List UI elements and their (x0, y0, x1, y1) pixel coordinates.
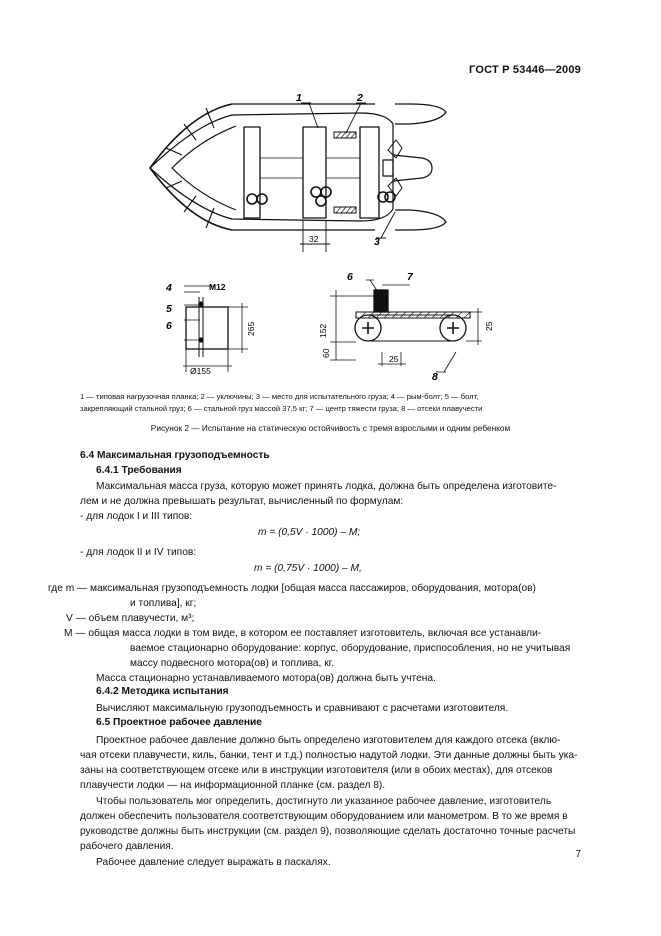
paragraph-6-4-2: Вычисляют максимальную грузоподъемность и сравнивают с расчетами изготовителя. (96, 703, 509, 714)
definition-M-line-1: M — общая масса лодки в том виде, в котором ее поставляет изготовитель, включая все устанавли- (64, 628, 542, 639)
subsection-heading-6-4-2: 6.4.2 Методика испытания (96, 686, 229, 697)
paragraph-6-5-3: Рабочее давление следует выражать в паскалях. (96, 857, 331, 868)
definition-M-line-2: ваемое стационарно оборудование: корпус, оборудование, приспособления, но не учитывая (130, 643, 571, 654)
definition-M-line-3: массу подвесного мотора(ов) и топлива, кг. (130, 658, 334, 669)
dim-32: 32 (309, 234, 319, 244)
label-4: 4 (166, 282, 172, 294)
figure-2-drawing (0, 0, 661, 420)
page-number: 7 (575, 849, 581, 860)
paragraph-6-5-1-line-4: плавучести лодки — на информационной планке (см. раздел 8). (80, 780, 386, 791)
formula-2: m = (0,75V · 1000) – M, (254, 563, 362, 574)
paragraph-6-4-1-line-2: лем и не должна превышать результат, вычисленный по формулам: (80, 496, 404, 507)
paragraph-6-5-2-line-1: Чтобы пользователь мог определить, достигнуто ли указанное рабочее давление, изготовитель (96, 796, 552, 807)
definition-m-line-1: где m — максимальная грузоподъемность лодки [общая масса пассажиров, оборудования, мотора(ов) (48, 583, 536, 594)
dim-152: 152 (318, 323, 328, 338)
paragraph-6-5-2-line-3: руководстве должны быть инструкции (см. раздел 9), позволяющие сделать достаточно точные расчеты (80, 826, 576, 837)
label-8: 8 (432, 371, 438, 383)
dim-60: 60 (321, 348, 331, 358)
dim-m12: M12 (209, 282, 226, 292)
dim-155: Ø155 (190, 366, 211, 376)
paragraph-motor-mass: Масса стационарно устанавливаемого мотора(ов) должна быть учтена. (96, 673, 436, 684)
subsection-heading-6-4-1: 6.4.1 Требования (96, 465, 182, 476)
dim-25-right: 25 (484, 321, 494, 331)
label-6-right: 6 (347, 271, 353, 283)
list-item-types-2-4: - для лодок II и IV типов: (80, 547, 197, 558)
dim-25-bottom: 25 (389, 354, 399, 364)
label-1: 1 (296, 92, 302, 104)
paragraph-6-5-1-line-1: Проектное рабочее давление должно быть определено изготовителем для каждого отсека (вклю- (96, 735, 561, 746)
label-7: 7 (407, 271, 413, 283)
paragraph-6-5-2-line-4: рабочего давления. (80, 841, 174, 852)
definition-V: V — объем плавучести, м³; (66, 613, 195, 624)
figure-caption-line-2: закрепляющий стальной груз; 6 — стальной груз массой 37,5 кг; 7 — центр тяжести груза; 8 — отсеки плавучести (80, 404, 483, 413)
figure-caption-line-1: 1 — типовая нагрузочная планка; 2 — уключины; 3 — место для испытательного груза; 4 — рым-болт; 5 — болт, (80, 392, 479, 401)
figure-title: Рисунок 2 — Испытание на статическую остойчивость с тремя взрослыми и одним ребенком (150, 423, 511, 433)
dim-265: 265 (246, 321, 256, 336)
list-item-types-1-3: - для лодок I и III типов: (80, 511, 193, 522)
paragraph-6-5-2-line-2: должен обеспечить пользователя соответствующим оборудованием или манометром. В то же время в (80, 811, 568, 822)
definition-m-line-2: и топлива], кг; (130, 598, 197, 609)
section-heading-6-5: 6.5 Проектное рабочее давление (96, 717, 262, 728)
formula-1: m = (0,5V · 1000) – M; (258, 527, 361, 538)
paragraph-6-5-1-line-2: чая отсеки плавучести, киль, банки, тент и т.д.) полностью надутой лодки. Эти данные должны быть ука- (80, 750, 578, 761)
standard-header: ГОСТ Р 53446—2009 (469, 64, 581, 76)
label-3: 3 (374, 236, 380, 248)
paragraph-6-4-1-line-1: Максимальная масса груза, которую может принять лодка, должна быть определена изготовите- (96, 481, 557, 492)
label-5: 5 (166, 303, 172, 315)
label-6-left: 6 (166, 320, 172, 332)
section-heading-6-4: 6.4 Максимальная грузоподъемность (80, 450, 270, 461)
paragraph-6-5-1-line-3: заны на соответствующем отсеке или в инструкции изготовителя (или в обоих местах), для отсеков (80, 765, 553, 776)
label-2: 2 (357, 92, 363, 104)
